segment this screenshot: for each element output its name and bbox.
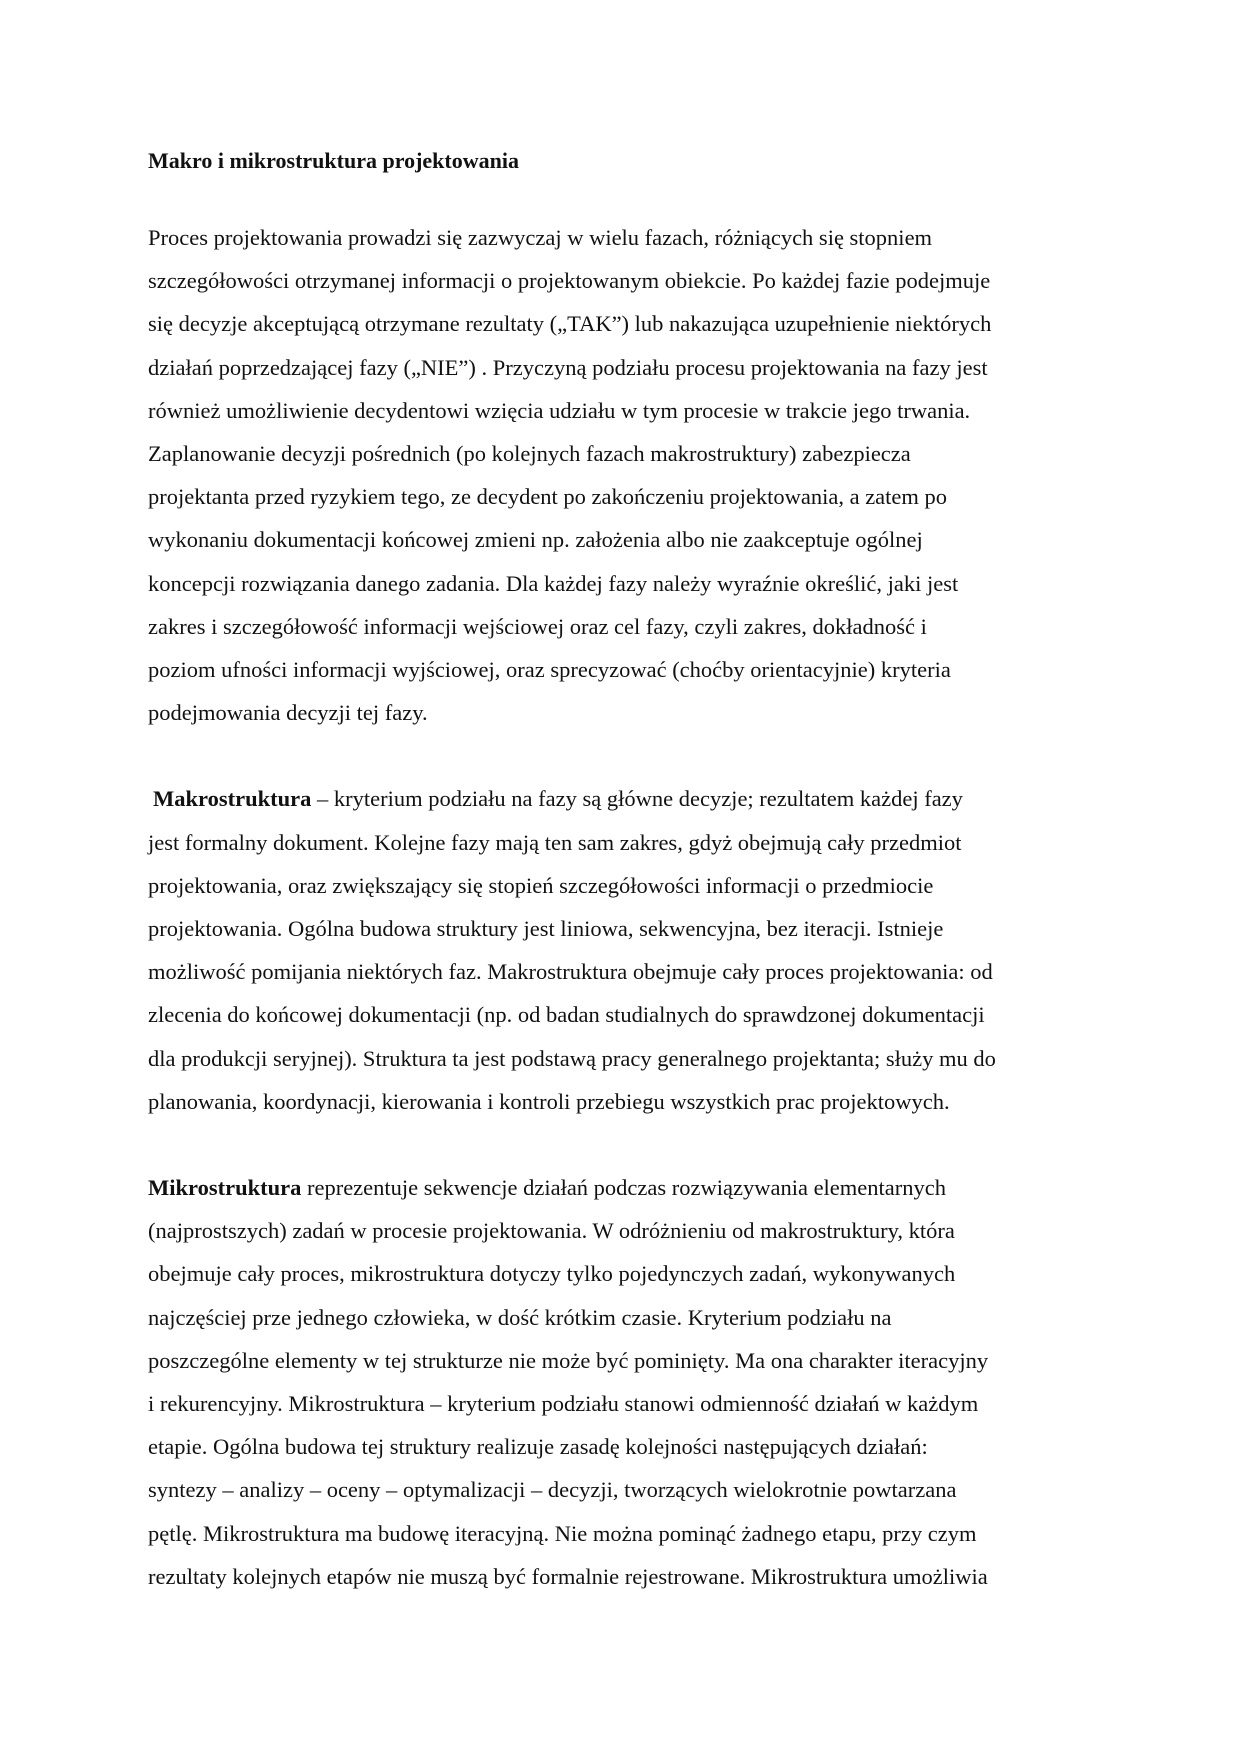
text-line: koncepcji rozwiązania danego zadania. Dla każdej fazy należy wyraźnie określić, jaki jest: [148, 570, 959, 596]
paragraph-makrostruktura: [148, 777, 1098, 1123]
text-line: rezultaty kolejnych etapów nie muszą być formalnie rejestrowane. Mikrostruktura umożliwia: [148, 1563, 988, 1589]
text-line: [148, 777, 1098, 820]
text-line: zlecenia do końcowej dokumentacji (np. od badan studialnych do sprawdzonej dokumentacji: [148, 1002, 985, 1028]
text-line: jest formalny dokument. Kolejne fazy mają ten sam zakres, gdyż obejmują cały przedmiot: [148, 829, 962, 855]
term-makrostruktura: Makrostruktura: [153, 786, 312, 812]
document-title: Makro i mikrostruktura projektowania: [148, 148, 519, 173]
text-line: projektowania, oraz zwiększający się stopień szczegółowości informacji o przedmiocie: [148, 872, 934, 898]
text-line: dla produkcji seryjnej). Struktura ta jest podstawą pracy generalnego projektanta; służy mu do: [148, 1045, 996, 1071]
text-line: Zaplanowanie decyzji pośrednich (po kolejnych fazach makrostruktury) zabezpiecza: [148, 441, 911, 467]
text-fragment: – kryterium podziału na fazy są główne decyzje; rezultatem każdej fazy: [311, 786, 963, 812]
text-line: również umożliwienie decydentowi wzięcia udziału w tym procesie w trakcie jego trwania.: [148, 397, 971, 423]
paragraph-process: [148, 216, 1098, 734]
term-mikrostruktura: Mikrostruktura: [148, 1175, 302, 1201]
text-line: etapie. Ogólna budowa tej struktury realizuje zasadę kolejności następujących działań:: [148, 1434, 928, 1460]
text-line: planowania, koordynacji, kierowania i kontroli przebiegu wszystkich prac projektowych.: [148, 1088, 950, 1114]
text-line: podejmowania decyzji tej fazy.: [148, 700, 428, 726]
text-line: się decyzje akceptującą otrzymane rezultaty („TAK”) lub nakazująca uzupełnienie niektórych: [148, 311, 992, 337]
text-line: możliwość pomijania niektórych faz. Makrostruktura obejmuje cały proces projektowania: od: [148, 959, 993, 985]
text-line: poziom ufności informacji wyjściowej, oraz sprecyzować (choćby orientacyjnie) kryteria: [148, 657, 951, 683]
text-line: i rekurencyjny. Mikrostruktura – kryterium podziału stanowi odmienność działań w każdym: [148, 1391, 979, 1417]
text-line: obejmuje cały proces, mikrostruktura dotyczy tylko pojedynczych zadań, wykonywanych: [148, 1261, 956, 1287]
text-fragment: reprezentuje sekwencje działań podczas rozwiązywania elementarnych: [301, 1175, 946, 1201]
text-line: poszczególne elementy w tej strukturze nie może być pominięty. Ma ona charakter iteracyjny: [148, 1347, 989, 1373]
text-line: zakres i szczegółowość informacji wejściowej oraz cel fazy, czyli zakres, dokładność i: [148, 613, 927, 639]
text-line: pętlę. Mikrostruktura ma budowę iteracyjną. Nie można pominąć żadnego etapu, przy czym: [148, 1520, 977, 1546]
text-line: projektowania. Ogólna budowa struktury jest liniowa, sekwencyjna, bez iteracji. Istnieje: [148, 916, 944, 942]
text-line: [148, 1166, 1098, 1209]
paragraph-mikrostruktura: [148, 1166, 1098, 1598]
text-line: szczegółowości otrzymanej informacji o projektowanym obiekcie. Po każdej fazie podejmuje: [148, 268, 991, 294]
text-line: wykonaniu dokumentacji końcowej zmieni np. założenia albo nie zaakceptuje ogólnej: [148, 527, 923, 553]
text-line: projektanta przed ryzykiem tego, ze decydent po zakończeniu projektowania, a zatem po: [148, 484, 948, 510]
text-line: działań poprzedzającej fazy („NIE”) . Przyczyną podziału procesu projektowania na fazy jest: [148, 354, 988, 380]
text-line: Proces projektowania prowadzi się zazwyczaj w wielu fazach, różniących się stopniem: [148, 225, 933, 250]
text-line: (najprostszych) zadań w procesie projektowania. W odróżnieniu od makrostruktury, która: [148, 1218, 955, 1244]
text-line: syntezy – analizy – oceny – optymalizacji – decyzji, tworzących wielokrotnie powtarzana: [148, 1477, 957, 1503]
text-line: najczęściej prze jednego człowieka, w dość krótkim czasie. Kryterium podziału na: [148, 1304, 892, 1330]
document-content: [148, 146, 1098, 1641]
